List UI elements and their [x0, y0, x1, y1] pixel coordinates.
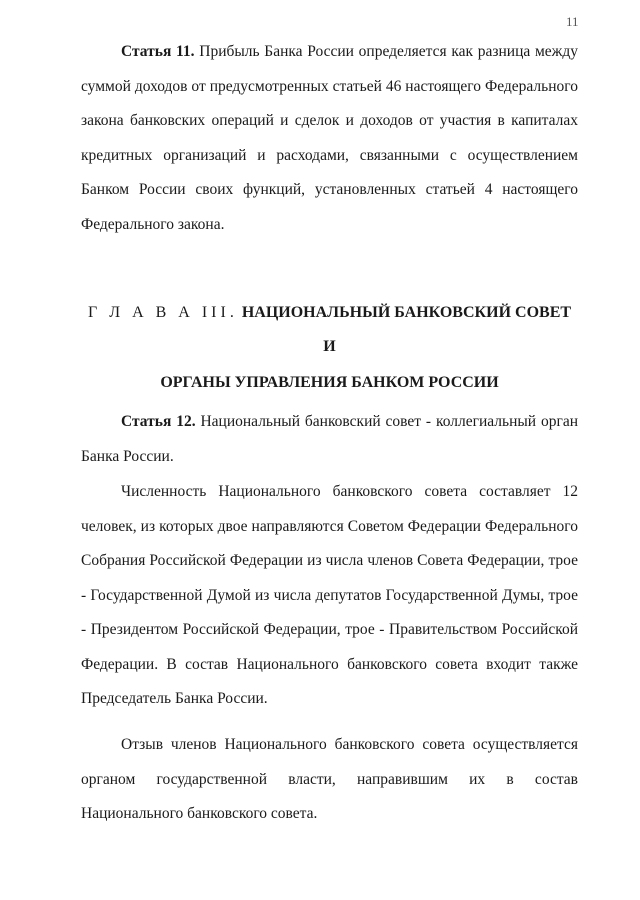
chapter-3-title-line-1: НАЦИОНАЛЬНЫЙ БАНКОВСКИЙ СОВЕТ И	[241, 304, 572, 355]
chapter-3-title-line-2: ОРГАНЫ УПРАВЛЕНИЯ БАНКОМ РОССИИ	[160, 374, 499, 391]
chapter-3-line-1	[81, 296, 578, 364]
article-12-paragraph-1	[81, 405, 578, 474]
article-12-paragraph-3: Отзыв членов Национального банковского совета осуществляется органом государственной власти, направившим их в состав Национального банковского совета.	[81, 736, 578, 822]
article-12-paragraph-2: Численность Национального банковского совета составляет 12 человек, из которых двое направляются Советом Федерации Федерального Собрания Российской Федерации из числа членов Совета Федерации, трое - Государственной Думой из числа депутатов Государственной Думы, трое - Президентом Российской Федерации, трое - Правительством Российской Федерации. В состав Национального банковского совета входит также Председатель Банка России.	[81, 483, 578, 707]
article-12-heading: Статья 12.	[121, 413, 196, 430]
article-11-text: Прибыль Банка России определяется как разница между суммой доходов от предусмотренных статьей 46 настоящего Федерального закона банковских операций и сделок и доходов от участия в капиталах кредитных организаций и расходами, связанными с осуществлением Банком России своих функций, установленных статьей 4 настоящего Федерального закона.	[81, 43, 578, 233]
chapter-3-prefix: Г Л А В А III.	[87, 304, 238, 321]
article-12-text: Национальный банковский совет - коллегиальный орган Банка России.	[81, 413, 578, 465]
article-11-heading: Статья 11.	[121, 43, 195, 60]
page-number: 11	[566, 14, 579, 29]
chapter-3-heading	[81, 296, 578, 400]
article-11-paragraph	[81, 35, 578, 242]
